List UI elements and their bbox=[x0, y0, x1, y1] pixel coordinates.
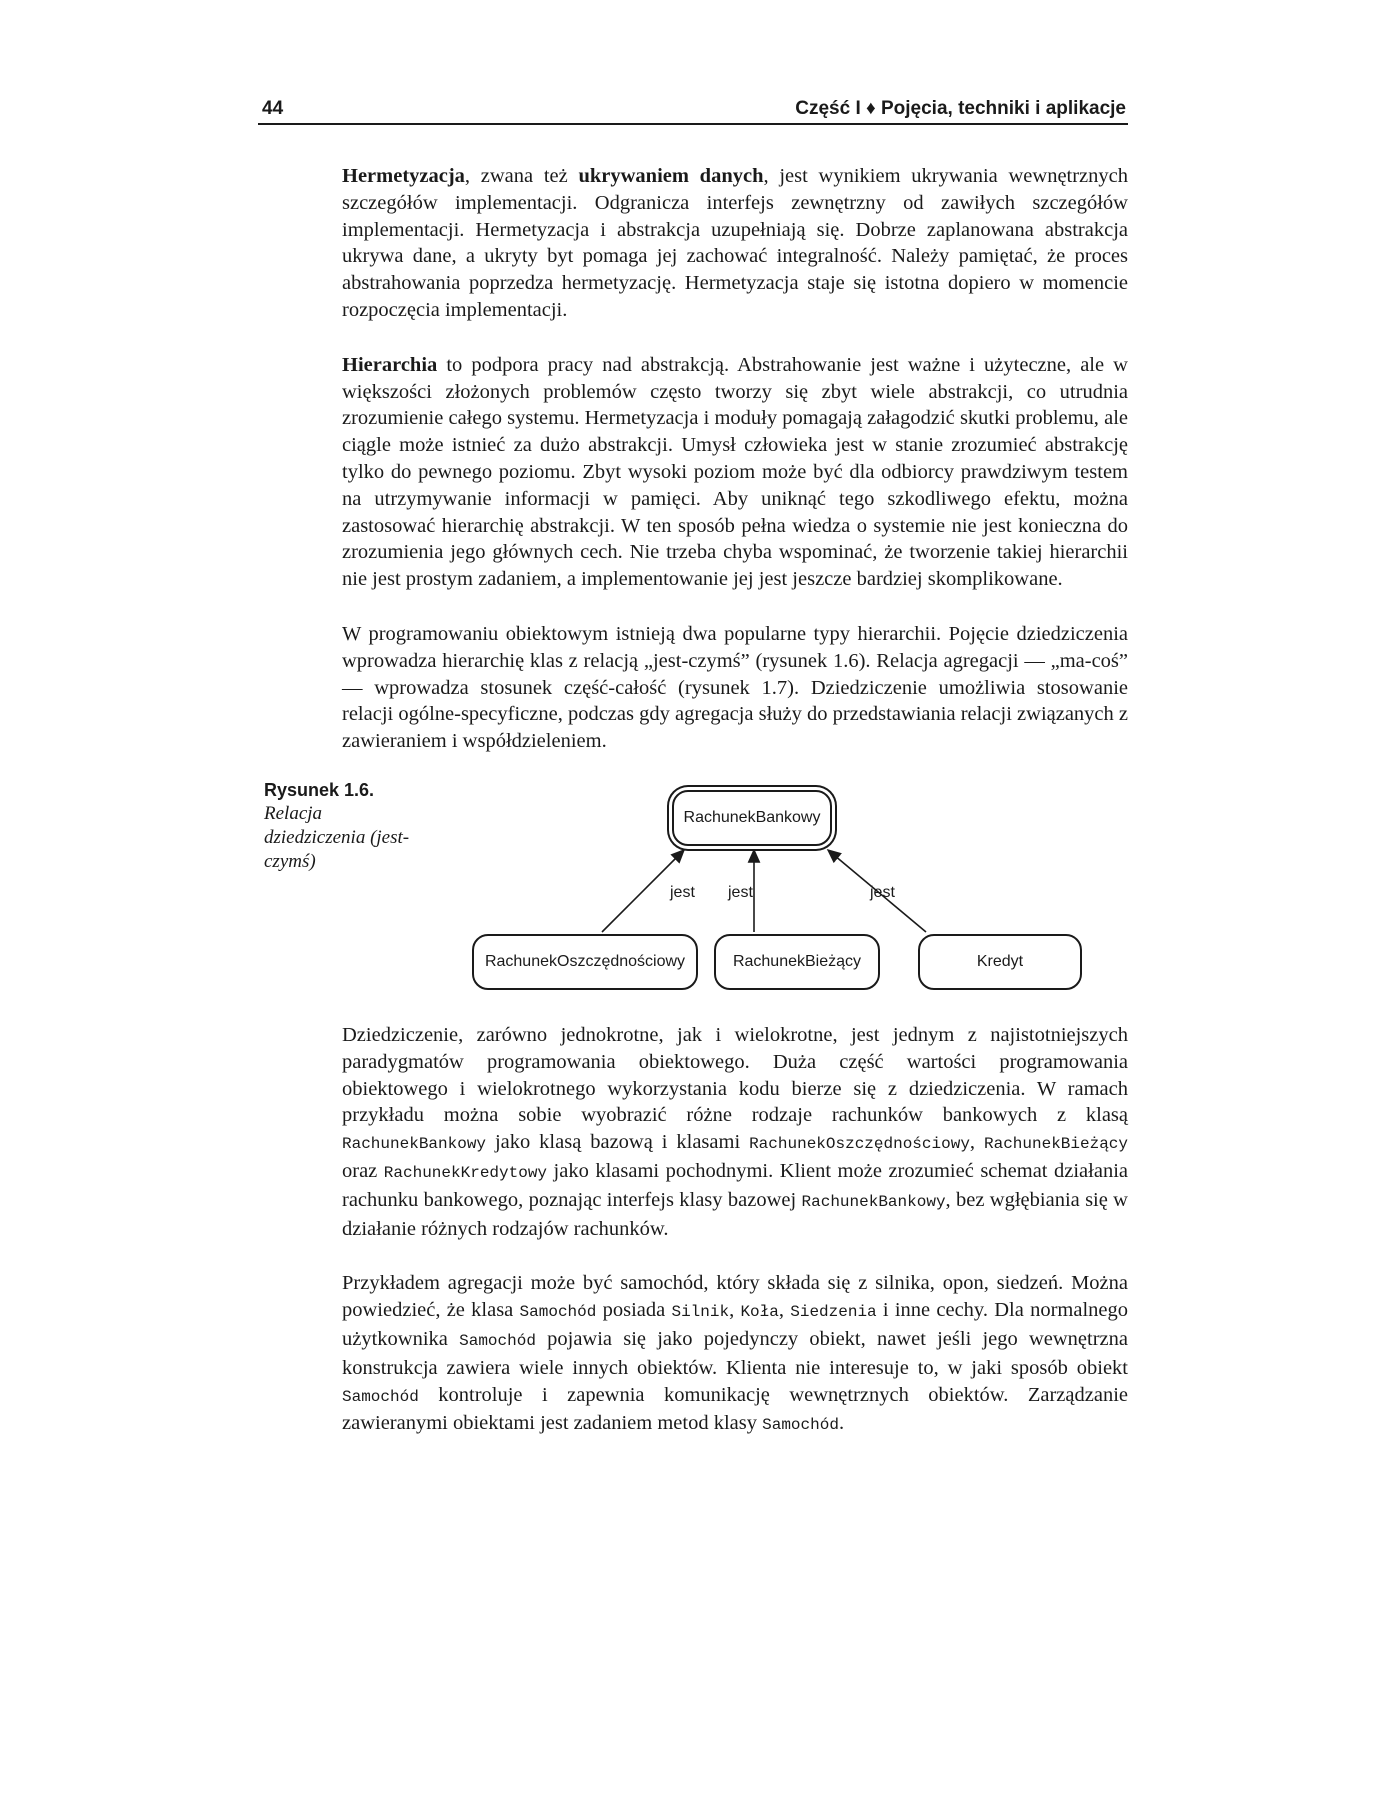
paragraph-typy-hierarchii: W programowaniu obiektowym istnieją dwa popularne typy hierarchii. Pojęcie dziedziczenia wprowadza hierarchię klas z relacją „jest-czymś” (rysunek 1.6). Relacja agregacji — „ma-coś” — wprowadza stosunek część-całość (rysunek 1.7). Dziedziczenie umożliwia stosowanie relacji ogólne-specyficzne, podczas gdy agregacja służy do przedstawiania relacji związanych z zawieraniem i współdzieleniem. bbox=[342, 622, 1129, 753]
page-number: 44 bbox=[262, 98, 284, 119]
text: , bbox=[969, 1131, 984, 1154]
term-ukrywanie-danych: ukrywaniem danych bbox=[578, 165, 764, 187]
text: pojawia się jako pojedynczy obiekt, nawet jeśli jego wewnętrzna konstrukcja zawiera wiele innych obiektów. Klienta nie interesuje to, w jaki sposób obiekt bbox=[342, 1327, 1128, 1379]
node-rachunek-biezacy: RachunekBieżący bbox=[714, 934, 880, 990]
code-class-name: RachunekBieżący bbox=[983, 1135, 1129, 1154]
code-class-name: Samochód bbox=[762, 1416, 839, 1435]
term-hierarchia: Hierarchia bbox=[342, 353, 438, 376]
inheritance-diagram bbox=[472, 778, 1112, 1008]
figure-number: Rysunek 1.6. bbox=[264, 780, 375, 800]
code-class-name: Samochód bbox=[519, 1303, 597, 1322]
node-rachunek-oszczednosciowy: RachunekOszczędnościowy bbox=[472, 934, 698, 990]
node-rachunek-bankowy: RachunekBankowy bbox=[672, 790, 832, 846]
text: , jest wynikiem ukrywania wewnętrznych szczegółów implementacji. Odgranicza interfejs zewnętrzny od zawiłych szczegółów implementacji. Hermetyzacja i abstrakcja uzupełniają się. Dobrze zaplanowana abstrakcja ukrywa dane, a ukryty byt pomaga jej zachować integralność. Należy pamiętać, że proces abstrahowania poprzedza hermetyzację. Hermetyzacja staje się istotna dopiero w momencie rozpoczęcia implementacji. bbox=[342, 165, 1129, 321]
code-class-name: RachunekOszczędnościowy bbox=[749, 1135, 970, 1154]
body-text-top bbox=[342, 163, 1128, 783]
text: i inne cechy. Dla normalnego użytkownika bbox=[342, 1299, 1128, 1350]
paragraph-hierarchia bbox=[342, 352, 1128, 593]
figure-caption bbox=[264, 778, 414, 874]
text: . bbox=[838, 1412, 845, 1435]
term-hermetyzacja: Hermetyzacja bbox=[342, 165, 465, 187]
edge-label-1: jest bbox=[670, 884, 695, 901]
text: , zwana też bbox=[464, 165, 579, 187]
text: , bbox=[729, 1299, 741, 1322]
code-class-name: Samochód bbox=[342, 1387, 419, 1406]
text: to podpora pracy nad abstrakcją. Abstrahowanie jest ważne i użyteczne, ale w większości złożonych problemów często tworzy się zbyt wiele abstrakcji, co utrudnia zrozumienie całego systemu. Hermetyzacja i moduły pomagają załagodzić skutki problemu, ale ciągle może istnieć za dużo abstrakcji. Umysł człowieka jest w stanie zrozumieć abstrakcję tylko do pewnego poziomu. Zbyt wysoki poziom może być dla odbiorcy prawdziwym testem na utrzymywanie informacji w pamięci. Aby uniknąć tego szkodliwego efektu, można zastosować hierarchię abstrakcji. W ten sposób pełna wiedza o systemie nie jest konieczna do zrozumienia jego głównych cech. Nie trzeba chyba wspominać, że tworzenie takiej hierarchii nie jest prostym zadaniem, a implementowanie jej jest jeszcze bardziej skomplikowane. bbox=[342, 353, 1128, 591]
paragraph-dziedziczenie bbox=[342, 1022, 1128, 1242]
page-header bbox=[258, 96, 1128, 125]
chapter-title: Część I ♦ Pojęcia, techniki i aplikacje bbox=[795, 98, 1126, 119]
text: jako klasą bazową i klasami bbox=[486, 1131, 750, 1154]
text: oraz bbox=[342, 1159, 384, 1182]
code-class-name: RachunekKredytowy bbox=[383, 1163, 548, 1182]
text: , bbox=[778, 1299, 791, 1322]
code-class-name: Siedzenia bbox=[790, 1303, 877, 1322]
text: kontroluje i zapewnia komunikację wewnętrznych obiektów. Zarządzanie zawieranymi obiektami jest zadaniem metod klasy bbox=[342, 1383, 1128, 1435]
edge-label-3: jest bbox=[870, 884, 895, 901]
figure-caption-text: Relacja dziedziczenia (jest-czymś) bbox=[264, 803, 410, 872]
text: Dziedziczenie, zarówno jednokrotne, jak i wielokrotne, jest jednym z najistotniejszych paradygmatów programowania obiektowego. Duża część wartości programowania obiektowego i wielokrotnego wykorzystania kodu bierze się z dziedziczenia. W ramach przykładu można sobie wyobrazić różne rodzaje rachunków bankowych z klasą bbox=[342, 1024, 1128, 1127]
code-class-name: Silnik bbox=[671, 1303, 730, 1322]
text: posiada bbox=[596, 1299, 672, 1322]
paragraph-hermetyzacja bbox=[342, 163, 1128, 324]
code-class-name: Samochód bbox=[459, 1331, 536, 1350]
node-kredyt: Kredyt bbox=[918, 934, 1082, 990]
body-text-bottom bbox=[342, 1022, 1128, 1467]
code-class-name: RachunekBankowy bbox=[801, 1192, 946, 1211]
text: jako klasami pochodnymi. Klient może zrozumieć schemat działania rachunku bankowego, poznając interfejs klasy bazowej bbox=[342, 1159, 1128, 1211]
text: Przykładem agregacji może być samochód, który składa się z silnika, opon, siedzeń. Można powiedzieć, że klasa bbox=[342, 1272, 1128, 1322]
paragraph-agregacja bbox=[342, 1270, 1128, 1439]
code-class-name: RachunekBankowy bbox=[342, 1135, 487, 1154]
text: , bez wgłębiania się w działanie różnych rodzajów rachunków. bbox=[342, 1188, 1128, 1240]
edge-label-2: jest bbox=[728, 884, 753, 901]
code-class-name: Koła bbox=[740, 1303, 779, 1322]
